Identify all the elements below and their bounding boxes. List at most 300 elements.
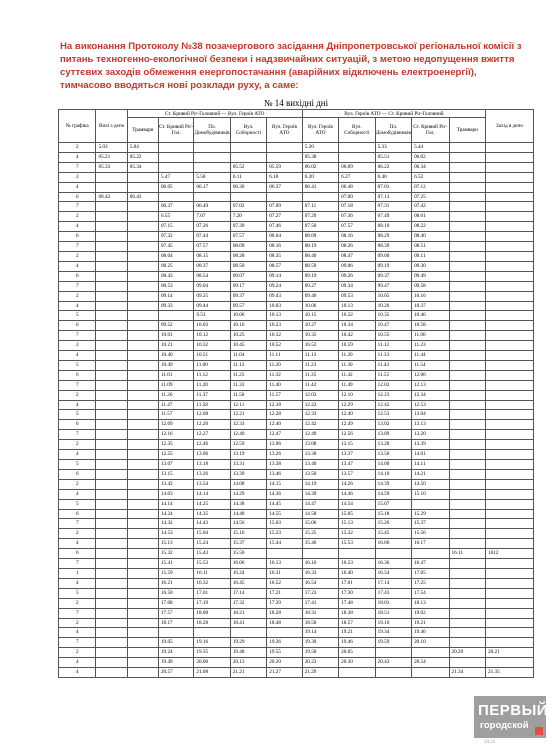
table-cell: 6 bbox=[59, 192, 96, 202]
table-cell: 4 bbox=[59, 668, 96, 678]
table-row bbox=[59, 549, 534, 559]
table-row bbox=[59, 212, 534, 222]
table-cell: 2 bbox=[59, 212, 96, 222]
table-cell: 11.42 bbox=[302, 380, 338, 390]
table-cell bbox=[375, 549, 411, 559]
table-cell bbox=[96, 559, 127, 569]
table-cell: 14.21 bbox=[412, 469, 449, 479]
table-cell bbox=[449, 638, 485, 648]
table-row bbox=[59, 658, 534, 668]
table-cell: 16.50 bbox=[158, 588, 193, 598]
table-cell: 14.11 bbox=[412, 460, 449, 470]
table-cell: 12.16 bbox=[158, 430, 193, 440]
table-cell: 13.46 bbox=[267, 469, 302, 479]
table-cell bbox=[486, 489, 534, 499]
table-cell: 7 bbox=[59, 519, 96, 529]
table-cell bbox=[127, 430, 158, 440]
col-header: Вул. Героїв АТО bbox=[302, 118, 338, 143]
table-cell: 13.15 bbox=[158, 469, 193, 479]
table-cell: 13.26 bbox=[194, 469, 230, 479]
table-cell: 08.15 bbox=[194, 251, 230, 261]
table-cell bbox=[230, 628, 266, 638]
table-cell: 17.01 bbox=[194, 588, 230, 598]
table-cell bbox=[449, 291, 485, 301]
table-cell: 05.34 bbox=[127, 162, 158, 172]
table-cell: 08.35 bbox=[267, 251, 302, 261]
table-cell: 12.33 bbox=[230, 420, 266, 430]
table-cell: 06.37 bbox=[267, 182, 302, 192]
table-cell bbox=[486, 638, 534, 648]
table-cell bbox=[96, 331, 127, 341]
table-row bbox=[59, 529, 534, 539]
table-cell bbox=[127, 618, 158, 628]
table-cell: 10.06 bbox=[302, 301, 338, 311]
table-cell: 12.18 bbox=[267, 400, 302, 410]
table-cell: 12.49 bbox=[339, 420, 375, 430]
table-cell: 12.42 bbox=[375, 400, 411, 410]
table-cell: 15.07 bbox=[375, 499, 411, 509]
table-cell: 10.52 bbox=[267, 341, 302, 351]
table-cell: 08.59 bbox=[302, 261, 338, 271]
table-cell bbox=[194, 162, 230, 172]
table-cell bbox=[96, 549, 127, 559]
table-cell: 07.44 bbox=[194, 232, 230, 242]
table-cell: 16.54 bbox=[302, 578, 338, 588]
table-cell bbox=[127, 658, 158, 668]
table-cell: 12.59 bbox=[230, 440, 266, 450]
table-cell: 10.52 bbox=[302, 341, 338, 351]
table-cell: 14.15 bbox=[267, 479, 302, 489]
table-cell: 14.25 bbox=[194, 499, 230, 509]
table-cell: 20.13 bbox=[230, 658, 266, 668]
table-cell: 07.29 bbox=[302, 212, 338, 222]
table-cell: 07.50 bbox=[302, 222, 338, 232]
table-cell: 09.07 bbox=[230, 271, 266, 281]
table-cell: 20.43 bbox=[375, 658, 411, 668]
table-cell: 16.24 bbox=[230, 568, 266, 578]
table-cell: 09.37 bbox=[375, 271, 411, 281]
table-cell bbox=[96, 499, 127, 509]
table-row bbox=[59, 479, 534, 489]
table-cell: 15.04 bbox=[194, 529, 230, 539]
table-cell bbox=[449, 658, 485, 668]
table-cell: 14.55 bbox=[267, 509, 302, 519]
table-cell: 10.13 bbox=[267, 311, 302, 321]
table-cell: 5 bbox=[59, 311, 96, 321]
table-cell: 06.37 bbox=[158, 202, 193, 212]
table-cell: 20.00 bbox=[194, 658, 230, 668]
table-cell: 12.46 bbox=[194, 440, 230, 450]
table-row bbox=[59, 410, 534, 420]
table-row bbox=[59, 559, 534, 569]
table-cell: 4 bbox=[59, 261, 96, 271]
table-cell: 10.06 bbox=[230, 311, 266, 321]
table-cell: 16.54 bbox=[375, 568, 411, 578]
table-cell bbox=[96, 242, 127, 252]
table-cell: 16.32 bbox=[194, 578, 230, 588]
table-cell: 5 bbox=[59, 588, 96, 598]
table-cell bbox=[158, 152, 193, 162]
table-cell: 15.46 bbox=[302, 539, 338, 549]
table-cell bbox=[127, 539, 158, 549]
table-cell: 14.24 bbox=[158, 509, 193, 519]
table-cell: 07.57 bbox=[339, 222, 375, 232]
table-row bbox=[59, 460, 534, 470]
table-cell bbox=[412, 549, 449, 559]
table-cell: 07.45 bbox=[158, 242, 193, 252]
table-cell: 7 bbox=[59, 608, 96, 618]
table-cell: 21.29 bbox=[302, 668, 338, 678]
table-cell: 4 bbox=[59, 658, 96, 668]
table-cell: 6 bbox=[59, 370, 96, 380]
table-cell: 14.36 bbox=[267, 489, 302, 499]
table-cell bbox=[375, 648, 411, 658]
table-cell bbox=[96, 430, 127, 440]
table-cell: 15.59 bbox=[158, 568, 193, 578]
table-cell: 7 bbox=[59, 559, 96, 569]
table-cell: 19.46 bbox=[412, 628, 449, 638]
table-cell: 08.16 bbox=[339, 232, 375, 242]
table-cell: 15.05 bbox=[339, 509, 375, 519]
table-cell: 11.12 bbox=[194, 370, 230, 380]
table-cell: 12.06 bbox=[412, 370, 449, 380]
table-cell bbox=[96, 489, 127, 499]
table-cell bbox=[96, 281, 127, 291]
schedule-title: № 14 вихідні дні bbox=[263, 98, 329, 108]
table-cell: 07.49 bbox=[375, 212, 411, 222]
table-cell: 11.50 bbox=[230, 390, 266, 400]
table-cell: 15.23 bbox=[267, 529, 302, 539]
table-cell: 2 bbox=[59, 341, 96, 351]
table-cell: 14.14 bbox=[194, 489, 230, 499]
table-cell: 06.34 bbox=[412, 162, 449, 172]
table-cell bbox=[486, 311, 534, 321]
table-cell bbox=[486, 499, 534, 509]
table-cell bbox=[267, 143, 302, 153]
table-cell bbox=[449, 331, 485, 341]
table-cell bbox=[127, 311, 158, 321]
col-header: Пл. Домобудівників bbox=[194, 118, 230, 143]
table-cell: 14.19 bbox=[302, 479, 338, 489]
table-cell: 18.51 bbox=[375, 608, 411, 618]
table-row bbox=[59, 648, 534, 658]
table-cell bbox=[449, 351, 485, 361]
table-cell bbox=[449, 202, 485, 212]
table-cell: 11.01 bbox=[158, 370, 193, 380]
table-cell bbox=[339, 668, 375, 678]
table-cell bbox=[449, 172, 485, 182]
table-cell: 11.26 bbox=[158, 390, 193, 400]
table-cell: 12.13 bbox=[412, 380, 449, 390]
table-row bbox=[59, 628, 534, 638]
table-cell: 15.26 bbox=[375, 519, 411, 529]
table-cell bbox=[486, 291, 534, 301]
table-cell bbox=[449, 162, 485, 172]
table-row bbox=[59, 668, 534, 678]
table-cell: 17.01 bbox=[339, 578, 375, 588]
table-cell: 16.52 bbox=[267, 578, 302, 588]
table-cell: 07.32 bbox=[158, 232, 193, 242]
table-cell: 10.42 bbox=[339, 331, 375, 341]
table-row bbox=[59, 321, 534, 331]
table-cell: 13.50 bbox=[302, 469, 338, 479]
table-cell: 08.37 bbox=[194, 261, 230, 271]
table-cell: 16.11 bbox=[194, 568, 230, 578]
table-cell bbox=[127, 638, 158, 648]
table-cell: 06.02 bbox=[412, 152, 449, 162]
table-cell: 18.48 bbox=[267, 618, 302, 628]
table-cell: 08.01 bbox=[412, 212, 449, 222]
table-cell bbox=[486, 390, 534, 400]
table-cell: 6.11 bbox=[230, 172, 266, 182]
table-cell: 08.50 bbox=[230, 261, 266, 271]
table-cell: 12.34 bbox=[412, 390, 449, 400]
table-cell: 11.40 bbox=[267, 380, 302, 390]
table-cell: 09.46 bbox=[302, 291, 338, 301]
table-cell: 15.24 bbox=[194, 539, 230, 549]
table-cell: 10.15 bbox=[302, 311, 338, 321]
table-cell bbox=[127, 598, 158, 608]
table-cell: 09.00 bbox=[375, 251, 411, 261]
table-cell bbox=[127, 341, 158, 351]
table-cell: 12.33 bbox=[302, 410, 338, 420]
table-cell: 20.57 bbox=[158, 668, 193, 678]
table-cell: 10.59 bbox=[339, 341, 375, 351]
table-cell: 13.38 bbox=[267, 460, 302, 470]
table-cell: 09.19 bbox=[375, 261, 411, 271]
table-cell bbox=[127, 242, 158, 252]
table-cell: 05.33 bbox=[96, 162, 127, 172]
table-cell: 16.45 bbox=[230, 578, 266, 588]
logo-line-1: ПЕРВЫЙ bbox=[478, 702, 549, 719]
table-cell: 5.03 bbox=[96, 143, 127, 153]
table-cell bbox=[449, 519, 485, 529]
table-cell: 14.35 bbox=[194, 509, 230, 519]
table-cell: 13.15 bbox=[339, 440, 375, 450]
table-cell: 11.37 bbox=[194, 390, 230, 400]
table-cell: 15.56 bbox=[230, 549, 266, 559]
table-cell: 18.01 bbox=[375, 598, 411, 608]
table-cell bbox=[449, 469, 485, 479]
table-cell: 11.11 bbox=[267, 351, 302, 361]
table-cell bbox=[486, 242, 534, 252]
table-cell: 06.17 bbox=[194, 182, 230, 192]
table-cell: 20.10 bbox=[412, 638, 449, 648]
table-cell bbox=[486, 351, 534, 361]
table-cell: 11.47 bbox=[158, 400, 193, 410]
table-cell: 11.20 bbox=[339, 351, 375, 361]
table-cell: 12.35 bbox=[158, 440, 193, 450]
table-cell: 08.39 bbox=[375, 242, 411, 252]
table-cell: 13.57 bbox=[339, 469, 375, 479]
table-cell bbox=[486, 380, 534, 390]
table-cell bbox=[127, 450, 158, 460]
table-cell bbox=[127, 648, 158, 658]
table-cell bbox=[486, 509, 534, 519]
table-cell bbox=[96, 608, 127, 618]
table-cell: 13.20 bbox=[412, 430, 449, 440]
table-cell: 10.37 bbox=[412, 301, 449, 311]
table-row bbox=[59, 588, 534, 598]
table-cell bbox=[449, 242, 485, 252]
table-cell bbox=[339, 143, 375, 153]
table-cell bbox=[127, 410, 158, 420]
table-cell bbox=[486, 479, 534, 489]
table-cell: 19.21 bbox=[412, 618, 449, 628]
table-cell: 12.10 bbox=[339, 390, 375, 400]
table-cell bbox=[486, 440, 534, 450]
table-cell bbox=[449, 529, 485, 539]
table-cell: 5.58 bbox=[194, 172, 230, 182]
table-cell: 12.03 bbox=[302, 390, 338, 400]
table-cell: 17.08 bbox=[158, 598, 193, 608]
table-cell bbox=[486, 222, 534, 232]
table-cell: 19.02 bbox=[412, 608, 449, 618]
table-cell: 14.56 bbox=[230, 519, 266, 529]
table-cell bbox=[127, 331, 158, 341]
table-cell: 15.32 bbox=[339, 529, 375, 539]
table-cell bbox=[449, 281, 485, 291]
table-cell: 7 bbox=[59, 202, 96, 212]
table-cell: 10.01 bbox=[158, 331, 193, 341]
table-cell bbox=[96, 479, 127, 489]
col-header: Пл. Домобудівників bbox=[375, 118, 411, 143]
table-cell bbox=[96, 598, 127, 608]
table-cell: 19.58 bbox=[302, 648, 338, 658]
table-cell bbox=[449, 440, 485, 450]
table-cell: 14.10 bbox=[375, 469, 411, 479]
table-cell bbox=[96, 380, 127, 390]
table-cell bbox=[230, 192, 266, 202]
table-cell bbox=[127, 212, 158, 222]
table-cell: 09.57 bbox=[230, 301, 266, 311]
table-row bbox=[59, 291, 534, 301]
table-cell bbox=[127, 360, 158, 370]
table-cell: 16.21 bbox=[158, 578, 193, 588]
table-cell: 20.20 bbox=[449, 648, 485, 658]
table-cell: 06.30 bbox=[230, 182, 266, 192]
table-cell bbox=[486, 232, 534, 242]
table-cell: 05.52 bbox=[230, 162, 266, 172]
table-cell: 13.26 bbox=[267, 450, 302, 460]
table-cell bbox=[486, 410, 534, 420]
table-cell bbox=[96, 311, 127, 321]
table-cell: 05.21 bbox=[96, 152, 127, 162]
table-row bbox=[59, 162, 534, 172]
table-cell: 5 bbox=[59, 499, 96, 509]
table-cell: 5.04 bbox=[127, 143, 158, 153]
table-cell bbox=[486, 202, 534, 212]
table-cell: 5 bbox=[59, 410, 96, 420]
table-cell bbox=[158, 162, 193, 172]
table-cell bbox=[449, 608, 485, 618]
table-cell: 16.13 bbox=[267, 559, 302, 569]
table-cell bbox=[486, 331, 534, 341]
table-cell: 14.39 bbox=[302, 489, 338, 499]
table-cell bbox=[486, 539, 534, 549]
table-cell: 10.23 bbox=[267, 321, 302, 331]
table-cell: 09.19 bbox=[302, 271, 338, 281]
table-cell: 08.25 bbox=[158, 261, 193, 271]
table-cell bbox=[127, 271, 158, 281]
schedule-table bbox=[58, 109, 534, 678]
table-cell bbox=[449, 559, 485, 569]
table-cell: 07.31 bbox=[375, 202, 411, 212]
table-cell: 14.58 bbox=[302, 509, 338, 519]
table-row bbox=[59, 469, 534, 479]
table-cell: 6.27 bbox=[339, 172, 375, 182]
table-cell: 05.22 bbox=[127, 152, 158, 162]
table-row bbox=[59, 351, 534, 361]
table-cell bbox=[127, 549, 158, 559]
table-cell: 10.12 bbox=[194, 331, 230, 341]
table-cell bbox=[96, 400, 127, 410]
table-cell: 11.32 bbox=[267, 370, 302, 380]
table-row bbox=[59, 143, 534, 153]
table-cell bbox=[96, 271, 127, 281]
table-cell bbox=[486, 608, 534, 618]
table-cell bbox=[449, 598, 485, 608]
table-cell: 13.06 bbox=[267, 440, 302, 450]
table-cell bbox=[449, 479, 485, 489]
table-cell: 5.20 bbox=[302, 143, 338, 153]
table-cell: 11.33 bbox=[230, 380, 266, 390]
table-cell: 08.54 bbox=[194, 271, 230, 281]
table-cell bbox=[96, 222, 127, 232]
table-cell bbox=[96, 360, 127, 370]
table-cell: 15.37 bbox=[412, 519, 449, 529]
table-row bbox=[59, 450, 534, 460]
table-cell: 09.47 bbox=[375, 281, 411, 291]
table-cell: 14.46 bbox=[339, 489, 375, 499]
table-row bbox=[59, 539, 534, 549]
table-cell: 15.16 bbox=[230, 529, 266, 539]
table-cell: 6 bbox=[59, 549, 96, 559]
table-cell bbox=[158, 311, 193, 321]
table-cell: 11.12 bbox=[375, 341, 411, 351]
table-cell bbox=[486, 628, 534, 638]
table-cell: 09.44 bbox=[194, 301, 230, 311]
table-cell bbox=[127, 281, 158, 291]
intro-paragraph: На виконання Протоколу №38 позачергового засідання Дніпропетровської регіональної комісії з питань техногенно-екологічної безпеки і надзвичайних ситуацій, з метою недопущення вжиття суттєвих заходів обмеження енергопостачання (аварійних відключень електроенергії), тимчасово вводяться нові розклади руху, а саме: bbox=[60, 41, 522, 91]
table-cell bbox=[486, 301, 534, 311]
table-cell bbox=[267, 192, 302, 202]
table-cell bbox=[96, 351, 127, 361]
table-cell bbox=[449, 341, 485, 351]
table-cell: 17.14 bbox=[375, 578, 411, 588]
table-cell bbox=[127, 232, 158, 242]
table-row bbox=[59, 489, 534, 499]
table-cell: 07.42 bbox=[412, 202, 449, 212]
table-cell: 13.13 bbox=[412, 420, 449, 430]
table-row bbox=[59, 261, 534, 271]
table-cell bbox=[96, 628, 127, 638]
col-header: Вул. Героїв АТО bbox=[267, 118, 302, 143]
table-cell: 17.43 bbox=[375, 588, 411, 598]
table-cell bbox=[127, 519, 158, 529]
table-cell: 08.04 bbox=[158, 251, 193, 261]
table-cell bbox=[449, 232, 485, 242]
table-cell: 13.08 bbox=[302, 440, 338, 450]
table-cell bbox=[486, 152, 534, 162]
table-cell bbox=[127, 489, 158, 499]
table-cell: 4 bbox=[59, 628, 96, 638]
table-cell bbox=[96, 251, 127, 261]
table-cell: 17.41 bbox=[302, 598, 338, 608]
table-cell bbox=[96, 420, 127, 430]
table-cell: 7.07 bbox=[194, 212, 230, 222]
table-cell bbox=[449, 450, 485, 460]
